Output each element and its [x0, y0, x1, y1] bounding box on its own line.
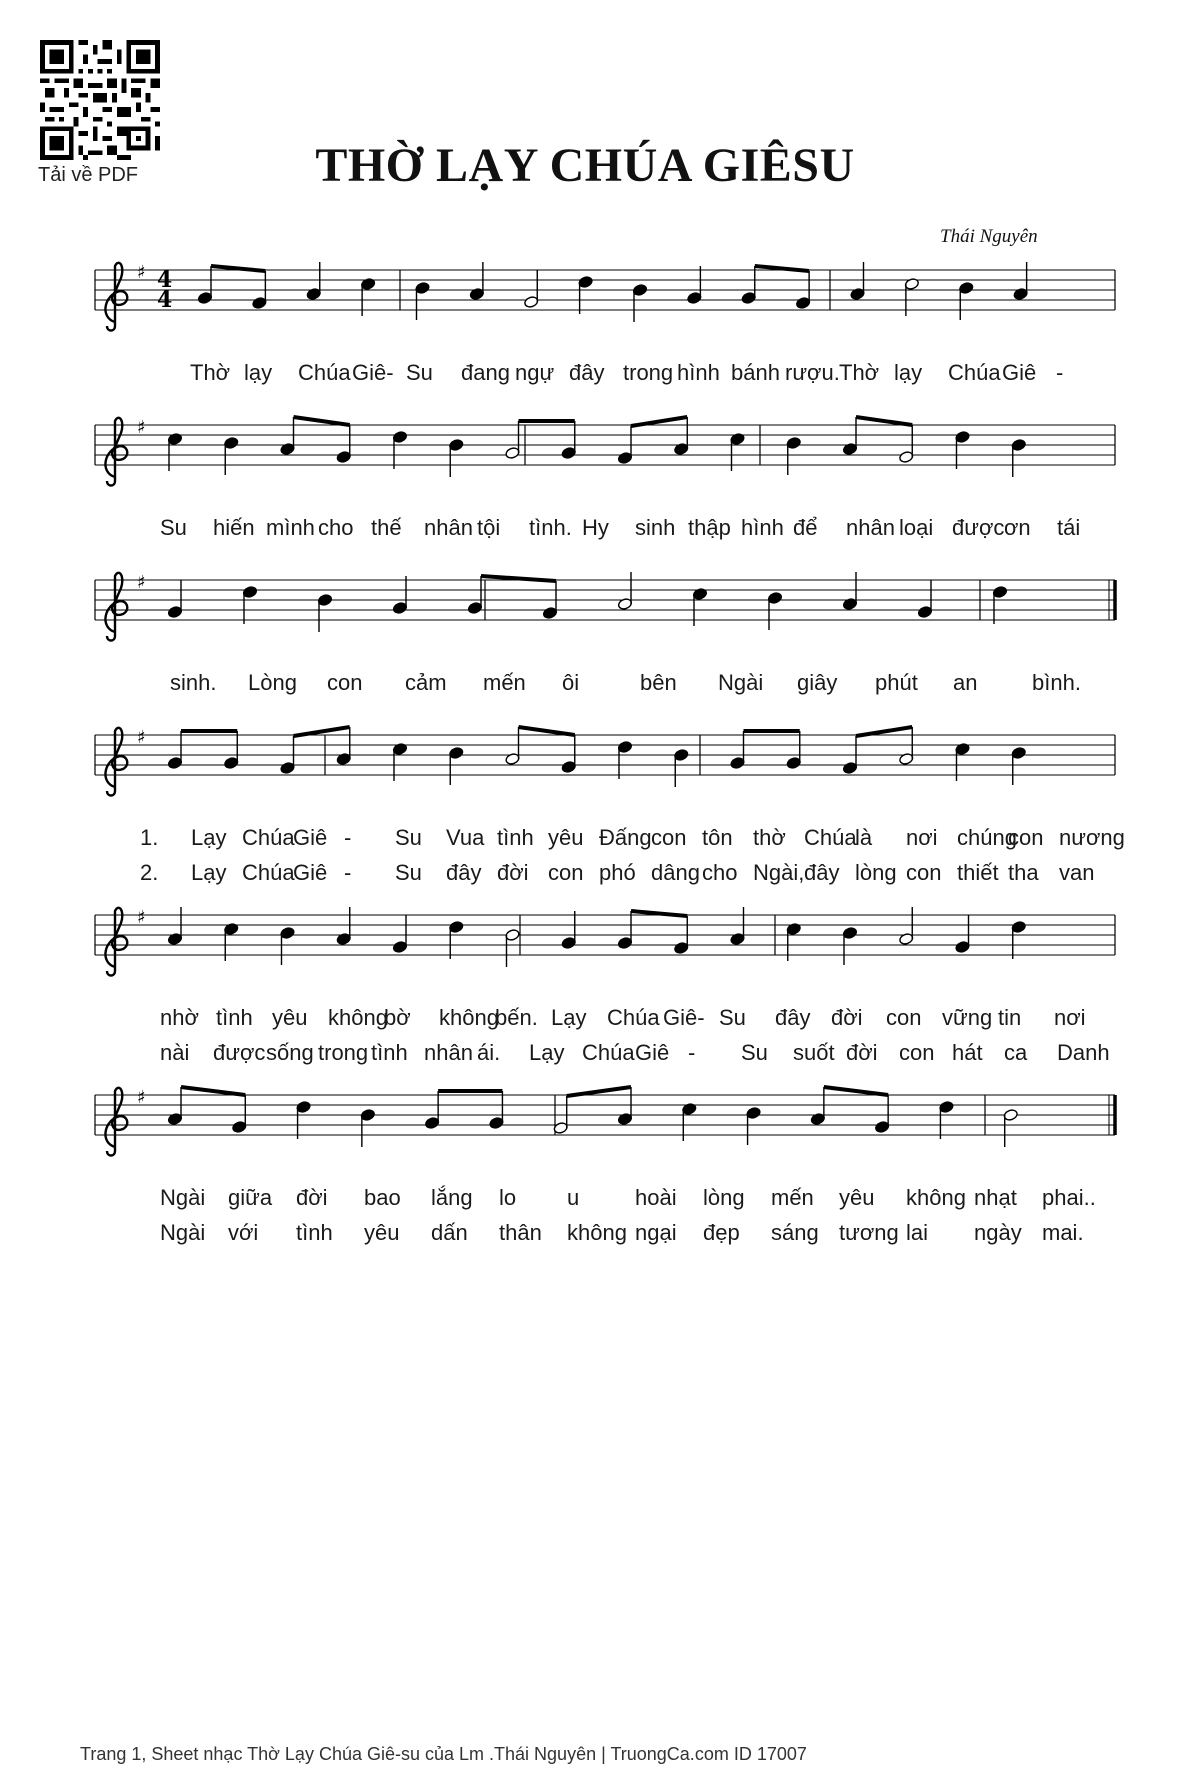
note — [842, 572, 857, 611]
lyric-word: con — [548, 860, 584, 885]
lyric-word: hình — [677, 360, 720, 385]
lyric-word: giây — [797, 670, 838, 695]
note — [224, 436, 239, 475]
lyric-word: 2. — [140, 860, 159, 885]
note — [810, 1087, 825, 1126]
lyric-word: không — [328, 1005, 388, 1030]
key-signature-sharp-icon: ♯ — [137, 417, 146, 438]
note — [617, 572, 632, 611]
lyric-word: lạy — [894, 360, 923, 385]
lyric-word: sinh — [635, 515, 676, 540]
lyric-word: được — [213, 1040, 266, 1065]
lyric-word: Giê- — [352, 360, 394, 385]
music-system-2 — [0, 385, 1200, 515]
lyric-word: hoài — [635, 1185, 677, 1210]
lyric-word: Chúa — [948, 360, 1001, 385]
lyric-word: nương — [1059, 825, 1125, 850]
lyric-word: loại — [899, 515, 934, 540]
note — [469, 262, 484, 301]
lyric-word: được — [952, 515, 1005, 540]
music-system-6 — [0, 1055, 1200, 1185]
lyric-word: Ngài — [160, 1185, 206, 1210]
lyric-word: sống — [266, 1040, 314, 1065]
composer-name: Thái Nguyên — [940, 226, 1038, 247]
lyric-word: Chúa — [607, 1005, 660, 1030]
note — [449, 746, 464, 785]
lyric-word: là — [855, 825, 873, 850]
lyric-word: chúng — [957, 825, 1017, 850]
note — [392, 915, 407, 954]
lyric-word: đây — [569, 360, 605, 385]
lyric-word: đời — [831, 1005, 863, 1030]
lyric-word: sinh. — [170, 670, 217, 695]
lyric-word: lạy — [244, 360, 273, 385]
note — [842, 417, 857, 456]
lyric-word: con — [1008, 825, 1044, 850]
lyric-word: con — [899, 1040, 935, 1065]
beam — [519, 727, 575, 735]
lyric-word: thập — [688, 515, 731, 540]
lyric-word: lai — [906, 1220, 929, 1245]
lyric-word: cho — [702, 860, 738, 885]
lyric-word: tình — [371, 1040, 408, 1065]
lyric-word: cảm — [405, 670, 447, 695]
lyric-word: dấn — [431, 1220, 468, 1245]
note — [167, 1087, 182, 1126]
note — [505, 727, 520, 766]
lyric-word: lắng — [431, 1185, 473, 1210]
lyric-word: Thờ — [190, 360, 231, 385]
note — [578, 275, 593, 314]
lyric-word: Su — [160, 515, 187, 540]
lyric-word: đẹp — [703, 1220, 740, 1245]
lyric-word: van — [1059, 860, 1095, 885]
lyric-word: ca — [1004, 1040, 1028, 1065]
lyric-word: đang — [461, 360, 510, 385]
lyric-word: đời — [846, 1040, 878, 1065]
lyric-line — [0, 1185, 1200, 1215]
lyric-word: lo — [499, 1185, 517, 1210]
note — [955, 915, 970, 954]
lyric-word: Đấng — [599, 825, 652, 850]
lyric-word: nhạt — [974, 1185, 1017, 1210]
lyric-word: - — [344, 860, 352, 885]
note — [687, 266, 702, 305]
lyric-word: để — [793, 515, 818, 540]
treble-clef-icon — [105, 908, 127, 976]
beam — [294, 417, 350, 425]
lyric-word: yêu — [548, 825, 584, 850]
lyric-word: thế — [371, 515, 402, 540]
note — [730, 731, 745, 770]
lyric-word: yêu — [364, 1220, 400, 1245]
song-title: THỜ LẠY CHÚA GIÊSU — [315, 139, 855, 192]
lyric-word: Giê- — [663, 1005, 705, 1030]
lyric-word: rượu. — [785, 360, 840, 385]
note — [232, 1095, 247, 1134]
lyric-word: tha — [1008, 860, 1039, 885]
treble-clef-icon — [105, 1088, 127, 1156]
lyric-word: Ngài — [718, 670, 764, 695]
lyric-word: an — [953, 670, 978, 695]
note — [242, 585, 257, 624]
note — [850, 262, 865, 301]
treble-clef-icon — [105, 263, 127, 331]
lyric-word: Chúa — [242, 825, 295, 850]
lyric-word: 1. — [140, 825, 159, 850]
note — [306, 262, 321, 301]
lyric-word: ngại — [635, 1220, 677, 1245]
note — [1011, 438, 1026, 477]
staff — [95, 1095, 1115, 1135]
note — [336, 425, 351, 464]
lyric-word: Lạy — [551, 1005, 587, 1030]
note — [617, 1087, 632, 1126]
note — [632, 283, 647, 322]
key-signature-sharp-icon: ♯ — [137, 907, 146, 928]
note — [959, 281, 974, 320]
note — [1003, 1108, 1018, 1147]
lyric-word: Su — [395, 825, 422, 850]
key-signature-sharp-icon: ♯ — [137, 1087, 146, 1108]
note — [899, 907, 914, 946]
music-system-5 — [0, 875, 1200, 1005]
note — [561, 421, 576, 460]
note — [524, 270, 539, 309]
note — [1013, 262, 1028, 301]
note — [167, 731, 182, 770]
note — [561, 735, 576, 774]
beam — [181, 1087, 245, 1095]
lyric-word: - — [688, 1040, 696, 1065]
key-signature-sharp-icon: ♯ — [137, 572, 146, 593]
note — [899, 425, 914, 464]
note — [505, 928, 520, 967]
lyric-word: ngày — [974, 1220, 1022, 1245]
music-system-1 — [0, 230, 1200, 360]
lyric-word: đây — [804, 860, 840, 885]
treble-clef-icon — [105, 728, 127, 796]
lyric-word: thân — [499, 1220, 542, 1245]
lyric-word: tin — [998, 1005, 1022, 1030]
lyric-word: Giê — [293, 825, 328, 850]
lyric-word: thờ — [753, 825, 786, 850]
note — [392, 576, 407, 615]
lyric-word: ôi — [562, 670, 580, 695]
lyric-word: nài — [160, 1040, 190, 1065]
lyric-word: mình — [266, 515, 315, 540]
lyric-word: lòng — [855, 860, 897, 885]
lyric-word: Lạy — [191, 860, 227, 885]
note — [992, 585, 1007, 624]
lyric-word: ngự — [515, 360, 555, 385]
lyric-word: bến. — [495, 1005, 538, 1030]
key-signature-sharp-icon: ♯ — [137, 262, 146, 283]
note — [317, 593, 332, 632]
note — [730, 907, 745, 946]
lyric-word: Giê — [635, 1040, 670, 1065]
note — [1011, 920, 1026, 959]
note — [505, 421, 520, 460]
lyric-word: Su — [406, 360, 433, 385]
lyric-word: phai.. — [1042, 1185, 1096, 1210]
note — [617, 740, 632, 779]
lyric-word: không — [439, 1005, 499, 1030]
note — [224, 731, 239, 770]
time-signature-digit: 4 — [157, 287, 173, 313]
note — [842, 926, 857, 965]
staff — [95, 425, 1115, 465]
note — [489, 1091, 504, 1130]
lyric-word: Lạy — [191, 825, 227, 850]
lyric-word: con — [906, 860, 942, 885]
lyric-line — [0, 1005, 1200, 1035]
lyric-word: nhân — [424, 1040, 473, 1065]
music-system-3 — [0, 540, 1200, 670]
lyric-word: con — [327, 670, 363, 695]
lyric-word: nhờ — [160, 1005, 199, 1030]
lyric-word: giữa — [228, 1185, 273, 1210]
note — [561, 911, 576, 950]
treble-clef-icon — [105, 573, 127, 641]
lyric-word: hiến — [213, 515, 255, 540]
lyric-word: Ngài — [160, 1220, 206, 1245]
note — [786, 731, 801, 770]
lyric-word: Chúa — [298, 360, 351, 385]
note — [674, 748, 689, 787]
lyric-word: Su — [741, 1040, 768, 1065]
lyric-word: suốt — [793, 1040, 835, 1065]
note — [767, 591, 782, 630]
lyric-word: con — [651, 825, 687, 850]
lyric-word: bờ — [384, 1005, 411, 1030]
note — [360, 1108, 375, 1147]
lyric-word: đây — [775, 1005, 811, 1030]
lyric-word: Su — [395, 860, 422, 885]
lyric-word: Thờ — [839, 360, 880, 385]
note — [280, 926, 295, 965]
lyric-word: u — [567, 1185, 580, 1210]
lyric-word: Chúa — [804, 825, 857, 850]
lyric-word: trong — [623, 360, 674, 385]
note — [467, 576, 482, 615]
page-footer: Trang 1, Sheet nhạc Thờ Lạy Chúa Giê-su của Lm .Thái Nguyên | TruongCa.com ID 17007 — [80, 1744, 807, 1764]
lyric-word: thiết — [957, 860, 999, 885]
note — [296, 1100, 311, 1139]
lyric-word: nơi — [1054, 1005, 1086, 1030]
music-system-4 — [0, 695, 1200, 825]
lyric-word: Chúa — [582, 1040, 635, 1065]
time-signature-digit: 4 — [157, 267, 173, 293]
lyric-word: - — [344, 825, 352, 850]
lyric-word: dâng — [651, 860, 700, 885]
lyric-word: tái — [1057, 515, 1081, 540]
lyric-word: tôn — [702, 825, 733, 850]
note — [955, 430, 970, 469]
lyric-word: vững — [942, 1005, 993, 1030]
lyric-word: hát — [952, 1040, 983, 1065]
lyric-word: bao — [364, 1185, 401, 1210]
note — [449, 920, 464, 959]
lyric-word: bánh — [731, 360, 780, 385]
note — [939, 1100, 954, 1139]
lyric-word: không — [567, 1220, 627, 1245]
lyric-word: nhân — [424, 515, 473, 540]
beam — [856, 417, 912, 425]
lyric-word: đây — [446, 860, 482, 885]
lyric-word: tình — [296, 1220, 333, 1245]
note — [874, 1095, 889, 1134]
lyric-word: mai. — [1042, 1220, 1084, 1245]
lyric-word: - — [1056, 360, 1064, 385]
note — [746, 1106, 761, 1145]
lyric-word: Danh — [1057, 1040, 1110, 1065]
lyric-word: tình — [497, 825, 534, 850]
lyric-word: bên — [640, 670, 677, 695]
key-signature-sharp-icon: ♯ — [137, 727, 146, 748]
lyric-word: yêu — [272, 1005, 308, 1030]
note — [786, 436, 801, 475]
lyric-word: Vua — [446, 825, 485, 850]
note — [280, 417, 295, 456]
lyric-word: tình — [216, 1005, 253, 1030]
lyric-word: mến — [483, 670, 526, 695]
lyric-word: lòng — [703, 1185, 745, 1210]
lyric-line — [0, 825, 1200, 855]
note — [917, 580, 932, 619]
lyric-word: tội — [477, 515, 501, 540]
note — [336, 907, 351, 946]
lyric-word: nhân — [846, 515, 895, 540]
lyric-word: Chúa — [242, 860, 295, 885]
lyric-word: không — [906, 1185, 966, 1210]
lyric-word: trong — [318, 1040, 369, 1065]
note — [415, 281, 430, 320]
lyric-word: với — [228, 1220, 259, 1245]
note — [424, 1091, 439, 1130]
note — [336, 727, 351, 766]
lyric-word: tương — [839, 1220, 899, 1245]
note — [449, 438, 464, 477]
lyric-word: đời — [497, 860, 529, 885]
note — [674, 417, 689, 456]
lyric-word: Lòng — [248, 670, 297, 695]
lyric-word: Su — [719, 1005, 746, 1030]
note — [392, 430, 407, 469]
lyric-word: mến — [771, 1185, 814, 1210]
note — [197, 266, 212, 305]
lyric-word: yêu — [839, 1185, 875, 1210]
beam — [824, 1087, 888, 1095]
lyric-word: Giê — [1002, 360, 1037, 385]
lyric-word: Ngài, — [753, 860, 805, 885]
note — [741, 266, 756, 305]
lyric-word: Lạy — [529, 1040, 565, 1065]
lyric-word: ơn — [1004, 515, 1031, 540]
lyric-word: hình — [741, 515, 784, 540]
lyric-word: cho — [318, 515, 354, 540]
staff — [95, 735, 1115, 775]
note — [1011, 746, 1026, 785]
lyric-word: bình. — [1032, 670, 1081, 695]
lyric-word: tình. — [529, 515, 572, 540]
note — [617, 911, 632, 950]
lyric-word: sáng — [771, 1220, 819, 1245]
note — [167, 907, 182, 946]
lyric-word: con — [886, 1005, 922, 1030]
lyric-word: phó — [599, 860, 636, 885]
note — [899, 727, 914, 766]
staff — [95, 580, 1115, 620]
lyric-word: nơi — [906, 825, 938, 850]
lyric-word: phút — [875, 670, 918, 695]
lyric-line — [0, 1220, 1200, 1250]
lyric-word: Hy — [582, 515, 609, 540]
note — [167, 580, 182, 619]
lyric-word: đời — [296, 1185, 328, 1210]
download-pdf-link[interactable]: Tải về PDF — [38, 164, 139, 186]
lyric-word: Giê — [293, 860, 328, 885]
treble-clef-icon — [105, 418, 127, 486]
lyric-word: ái. — [477, 1040, 501, 1065]
